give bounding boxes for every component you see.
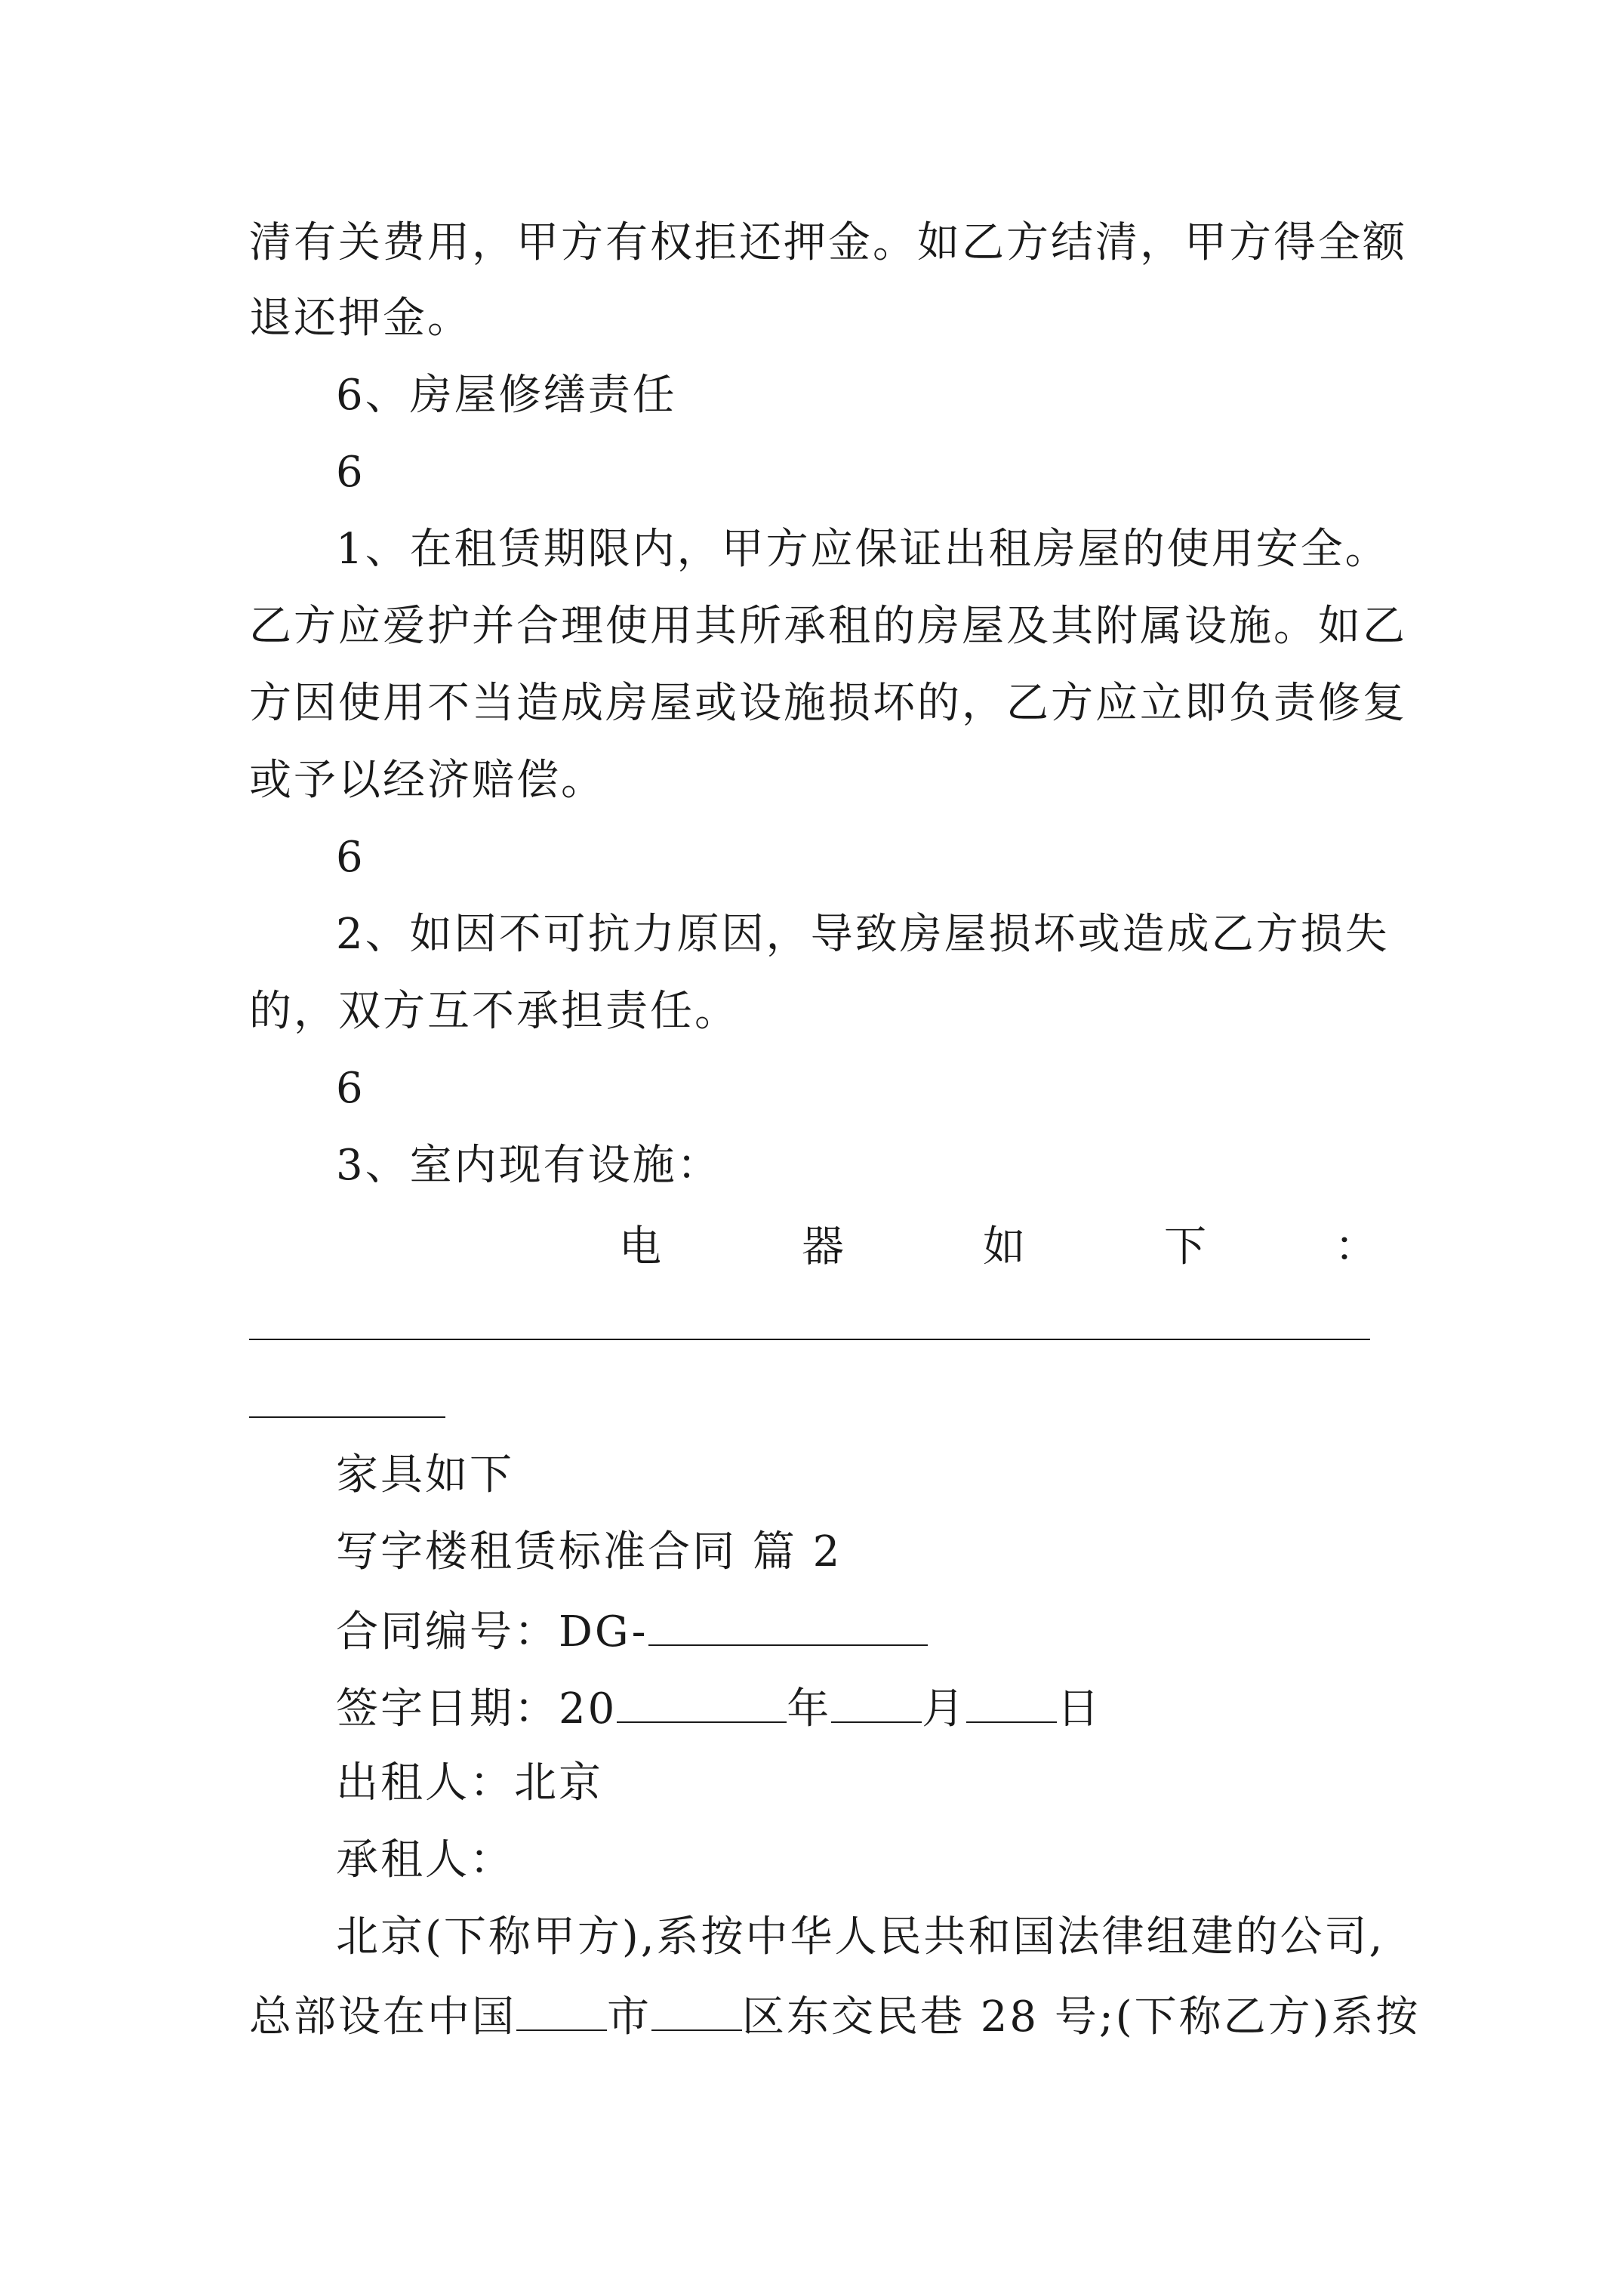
sign-year-blank (617, 1682, 787, 1723)
paragraph-line: 清有关费用，甲方有权拒还押金。如乙方结清，甲方得全额 (249, 218, 1407, 267)
appliance-char: 如 (983, 1222, 1025, 1271)
contract-title: 写字楼租赁标准合同 篇 2 (336, 1527, 842, 1576)
sign-date-line (336, 1682, 1101, 1734)
paragraph-line: 或予以经济赔偿。 (249, 756, 605, 805)
paragraph-line: 的，双方互不承担责任。 (249, 987, 739, 1036)
fill-in-rule (249, 1416, 445, 1418)
appliance-char: 器 (802, 1222, 844, 1271)
paragraph-line: 乙方应爱护并合理使用其所承租的房屋及其附属设施。如乙 (249, 602, 1407, 651)
section-number: 6 (336, 448, 365, 497)
paragraph-line: 北京(下称甲方),系按中华人民共和国法律组建的公司, (336, 1912, 1385, 1962)
contract-number-blank (648, 1605, 928, 1646)
sign-day-blank (966, 1682, 1057, 1723)
paragraph-line: 方因使用不当造成房屋或设施损坏的，乙方应立即负责修复 (249, 679, 1407, 728)
section-number: 6 (336, 833, 365, 882)
party-text: 总部设在中国 (249, 1992, 516, 2042)
paragraph-line: 3、室内现有设施： (336, 1141, 722, 1190)
district-blank (651, 1990, 742, 2031)
party-text: 区东交民巷 28 号;(下称乙方)系按 (742, 1992, 1421, 2042)
paragraph-line (249, 1990, 1420, 2042)
sign-year-label: 年 (787, 1684, 832, 1734)
sign-date-label: 签字日期：20 (336, 1684, 617, 1734)
contract-number-line (336, 1605, 928, 1657)
party-text: 市 (607, 1992, 651, 2042)
section-number: 6 (336, 1064, 365, 1113)
lessee-line: 承租人： (336, 1835, 514, 1885)
lessor-line: 出租人：北京 (336, 1758, 603, 1808)
paragraph-line: 家具如下 (336, 1450, 514, 1499)
appliance-char: 电 (619, 1222, 661, 1271)
appliance-char: 下 (1164, 1222, 1206, 1271)
paragraph-line: 1、在租赁期限内，甲方应保证出租房屋的使用安全。 (336, 525, 1390, 574)
sign-month-blank (831, 1682, 922, 1723)
sign-month-label: 月 (922, 1684, 967, 1734)
fill-in-rule (249, 1339, 1370, 1340)
appliance-char: ： (1335, 1222, 1377, 1271)
paragraph-line: 退还押金。 (249, 294, 472, 343)
city-blank (516, 1990, 607, 2031)
sign-day-label: 日 (1057, 1684, 1102, 1734)
section-heading: 6、房屋修缮责任 (336, 371, 677, 420)
contract-number-label: 合同编号：DG- (336, 1607, 648, 1657)
paragraph-line: 2、如因不可抗力原因，导致房屋损坏或造成乙方损失 (336, 910, 1390, 959)
